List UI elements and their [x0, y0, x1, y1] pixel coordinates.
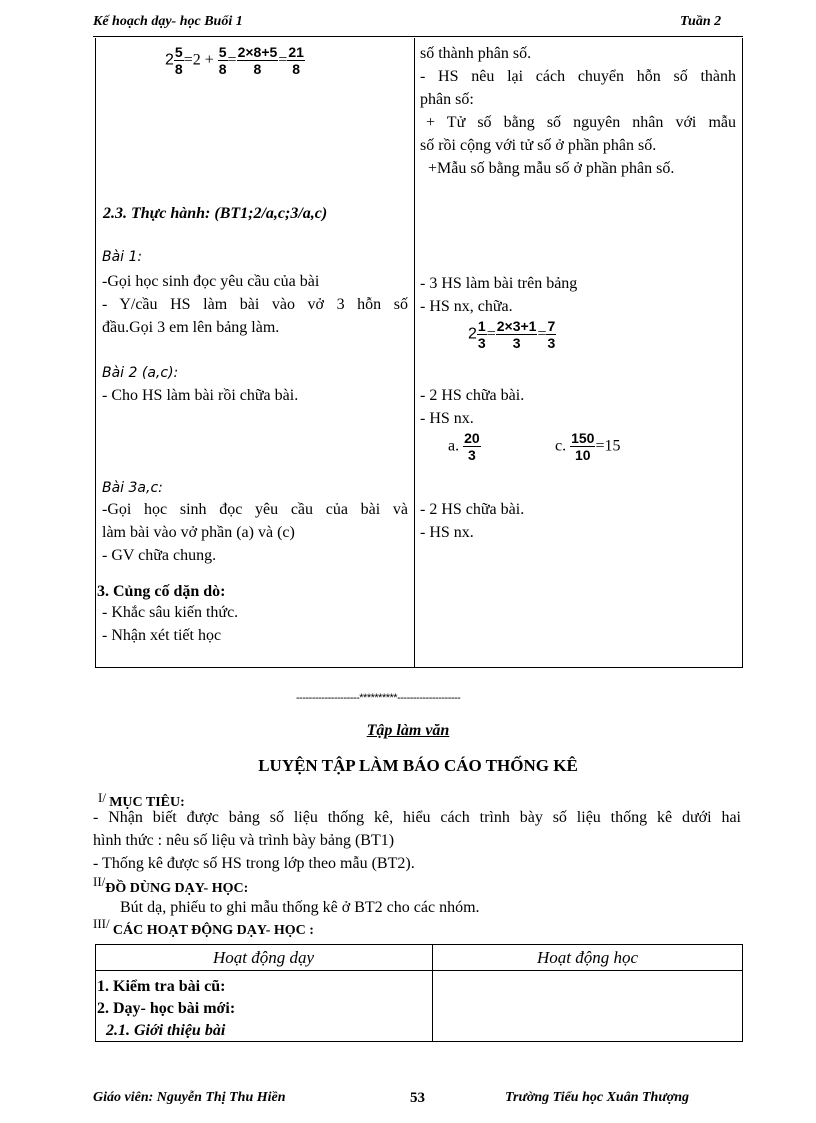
table-row: 1. Kiểm tra bài cũ: — [97, 978, 226, 995]
page-header-title: Kế hoạch dạy- học Buổi 1 — [93, 14, 243, 29]
section-separator: --------------------**********-------------------- — [296, 692, 461, 704]
activities-heading: III/ CÁC HOẠT ĐỘNG DẠY- HỌC : — [93, 916, 314, 938]
right-text-line: - 2 HS chữa bài. — [420, 387, 525, 404]
section-heading: 3. Củng cố dặn dò: — [97, 583, 226, 600]
right-text-line: - HS nx, chữa. — [420, 298, 513, 315]
right-text-line: số thành phân số. — [420, 45, 532, 62]
table-header-student: Hoạt động học — [536, 948, 639, 967]
right-text-line: + Tử số bằng số nguyên nhân với mẫu — [426, 114, 736, 131]
answer-a: a. $\frac{20}{3}$ — [448, 430, 480, 463]
right-text-line: phân số: — [420, 91, 474, 108]
page-number: 53 — [410, 1090, 425, 1106]
left-text-line: - GV chữa chung. — [102, 547, 217, 564]
objectives-heading: I/ MỤC TIÊU: — [98, 790, 185, 810]
left-text-line: -Gọi học sinh đọc yêu cầu của bài — [102, 273, 320, 290]
footer-teacher: Giáo viên: Nguyễn Thị Thu Hiền — [93, 1090, 286, 1105]
right-text-line: - HS nêu lại cách chuyển hỗn số thành — [420, 68, 736, 85]
page-header-week: Tuần 2 — [680, 14, 722, 29]
exercise-title: Bài 2 (a,c): — [102, 365, 179, 381]
table-column-divider — [414, 38, 415, 668]
answer-c: c. $\frac{150}{10}$ =15 — [555, 430, 621, 463]
left-text-line: làm bài vào vở phần (a) và (c) — [102, 524, 295, 541]
lesson-subject: Tập làm văn — [366, 722, 450, 739]
right-text-line: - 2 HS chữa bài. — [420, 501, 525, 518]
left-text-line: - Nhận xét tiết học — [102, 627, 222, 644]
left-text-line: - Khắc sâu kiến thức. — [102, 604, 239, 621]
objective-line: - Thống kê được số HS trong lớp theo mẫu (BT2). — [93, 855, 415, 872]
mixed-number-formula: 2 $\frac{5}{8}$ =2 + $\frac{5}{8}$ = $\frac{2\times 8+5}{8}$ = $\frac{21}{8}$ — [165, 44, 304, 77]
mixed-number-formula: 2 $\frac{1}{3}$ = $\frac{2\times 3+1}{3}$ = $\frac{7}{3}$ — [468, 318, 556, 351]
right-text-line: - 3 HS làm bài trên bảng — [420, 275, 578, 292]
objective-line: hình thức : nêu số liệu và trình bày bảng (BT1) — [93, 832, 395, 849]
section-heading: 2.3. Thực hành: (BT1;2/a,c;3/a,c) — [103, 205, 328, 222]
table-row: 2.1. Giới thiệu bài — [106, 1022, 226, 1039]
table-header-rule — [95, 970, 743, 971]
exercise-title: Bài 3a,c: — [102, 480, 163, 496]
left-text-line: - Y/cầu HS làm bài vào vở 3 hỗn số — [102, 296, 408, 313]
right-text-line: - HS nx. — [420, 410, 474, 427]
objective-line: - Nhận biết được bảng số liệu thống kê, hiểu cách trình bày số liệu thống kê dưới hai — [93, 809, 741, 826]
right-text-line: - HS nx. — [420, 524, 474, 541]
left-text-line: đầu.Gọi 3 em lên bảng làm. — [102, 319, 280, 336]
table-header-teacher: Hoạt động dạy — [212, 948, 315, 967]
header-rule — [93, 36, 743, 37]
footer-school: Trường Tiểu học Xuân Thượng — [505, 1090, 690, 1105]
left-text-line: -Gọi học sinh đọc yêu cầu của bài và — [102, 501, 408, 518]
table-row: 2. Dạy- học bài mới: — [97, 1000, 236, 1017]
lesson-title: LUYỆN TẬP LÀM BÁO CÁO THỐNG KÊ — [258, 756, 578, 775]
right-text-line: +Mẫu số bằng mẫu số ở phần phân số. — [428, 160, 675, 177]
exercise-title: Bài 1: — [102, 249, 143, 265]
right-text-line: số rồi cộng với tử số ở phần phân số. — [420, 137, 657, 154]
tools-heading: II/ĐỒ DÙNG DẠY- HỌC: — [93, 874, 249, 896]
tools-line: Bút dạ, phiếu to ghi mẫu thống kê ở BT2 cho các nhóm. — [120, 899, 480, 916]
left-text-line: - Cho HS làm bài rồi chữa bài. — [102, 387, 299, 404]
